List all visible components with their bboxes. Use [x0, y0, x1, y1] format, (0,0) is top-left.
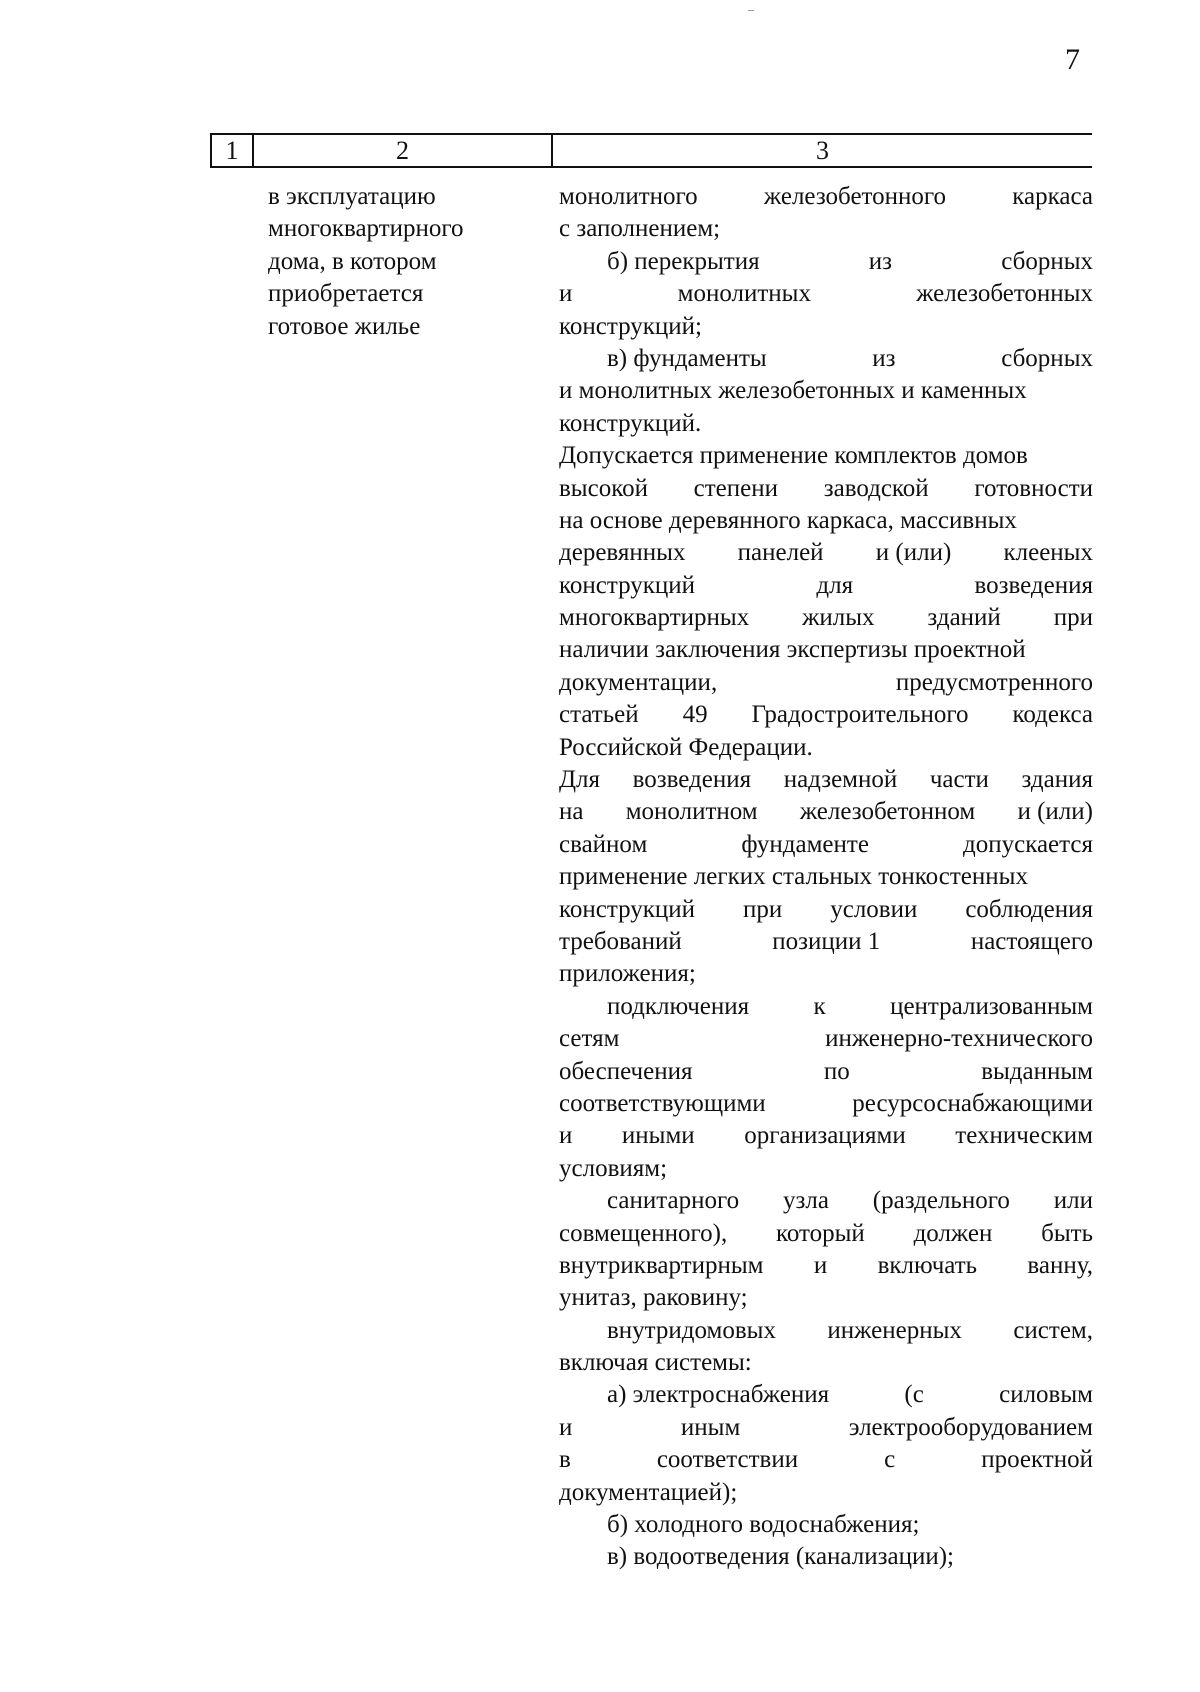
column-3-word: техническим [955, 1122, 1093, 1150]
column-3-line [559, 1509, 1093, 1541]
column-3-line [559, 311, 1093, 343]
column-3-word: проектной [981, 1446, 1093, 1474]
column-3-word: иным [680, 1413, 741, 1441]
column-3-word: части [929, 766, 989, 794]
column-3-word: соответствии [656, 1446, 799, 1474]
column-3-word: б) перекрытия [607, 247, 760, 275]
column-3-line [559, 1153, 1093, 1185]
column-3-word: заводской [823, 474, 929, 502]
column-3-word: силовым [999, 1381, 1093, 1409]
column-3-word: сборных [1001, 344, 1093, 372]
column-3-word: конструкций. [559, 409, 702, 437]
column-3-word: и [559, 280, 573, 308]
column-3-word: и [559, 1122, 573, 1150]
column-3-word: или [1053, 1187, 1093, 1215]
table-header-row [210, 133, 1092, 168]
column-3-line [559, 375, 1093, 407]
column-3-word: предусмотренного [895, 668, 1093, 696]
column-3-word: условии [830, 895, 918, 923]
column-3-word: фундаменте [741, 830, 869, 858]
column-3-word: и монолитных железобетонных и каменных [559, 377, 1027, 405]
column-3-word: включая системы: [559, 1349, 752, 1377]
column-3-line [559, 699, 1093, 731]
column-3-word: железобетонном [799, 798, 976, 826]
column-3-word: для [816, 571, 854, 599]
column-3-line [559, 1185, 1093, 1217]
column-3-word: условиям; [559, 1154, 668, 1182]
column-3-word: Градостроительного [751, 701, 969, 729]
column-3-line [559, 537, 1093, 569]
column-3-word: степени [693, 474, 779, 502]
column-2-cell [268, 181, 518, 343]
column-3-word: сборных [1001, 247, 1093, 275]
column-3-word: к [813, 992, 826, 1020]
column-3-word: надземной [783, 766, 898, 794]
column-3-word: документации, [559, 668, 718, 696]
column-3-line [559, 1477, 1093, 1509]
column-3-word: многоквартирных [559, 604, 750, 632]
column-3-line [559, 796, 1093, 828]
column-3-word: с [884, 1446, 896, 1474]
column-3-word: монолитных [677, 280, 811, 308]
column-3-word: (раздельного [872, 1187, 1010, 1215]
column-3-word: возведения [632, 766, 752, 794]
column-3-word: и [559, 1413, 573, 1441]
column-3-word: зданий [927, 604, 1001, 632]
column-3-word: а) электроснабжения [607, 1381, 830, 1409]
column-3-word: здания [1021, 766, 1093, 794]
column-3-word: по [823, 1057, 850, 1085]
column-3-line [559, 894, 1093, 926]
column-3-word: позиции 1 [772, 927, 881, 955]
column-2-line: в эксплуатацию [268, 183, 436, 210]
column-3-line [559, 1379, 1093, 1411]
column-3-word: кодекса [1012, 701, 1093, 729]
column-3-word: из [868, 247, 893, 275]
column-3-word: документацией); [559, 1478, 738, 1506]
column-3-line [559, 1023, 1093, 1055]
column-3-word: должен [913, 1219, 993, 1247]
column-3-line [559, 991, 1093, 1023]
column-3-word: в [559, 1446, 571, 1474]
column-3-word: и (или) [875, 539, 952, 567]
page-number: 7 [1065, 43, 1080, 76]
column-3-line [559, 1056, 1093, 1088]
column-3-word: требований [559, 927, 682, 955]
column-3-word: деревянных [559, 539, 686, 567]
column-3-line [559, 1315, 1093, 1347]
column-3-line [559, 1412, 1093, 1444]
scan-mark [748, 10, 754, 11]
column-3-word: конструкций [559, 571, 696, 599]
column-3-word: включать [877, 1251, 978, 1279]
column-3-word: с заполнением; [559, 215, 721, 243]
column-3-word: допускается [963, 830, 1093, 858]
column-3-word: который [775, 1219, 865, 1247]
column-3-line [559, 408, 1093, 440]
column-3-line [559, 181, 1093, 213]
column-3-word: санитарного [607, 1187, 740, 1215]
column-3-word: совмещенного), [559, 1219, 728, 1247]
header-col-3: 3 [816, 136, 829, 165]
column-3-word: железобетонного [763, 183, 947, 210]
column-3-word: из [872, 344, 896, 372]
column-3-word: при [743, 895, 783, 923]
column-3-word: ванну, [1027, 1251, 1093, 1279]
column-3-line [559, 570, 1093, 602]
column-3-line [559, 1250, 1093, 1282]
column-3-word: соблюдения [965, 895, 1093, 923]
column-3-word: монолитном [625, 798, 758, 826]
column-3-line [559, 602, 1093, 634]
column-3-word: внутридомовых [607, 1316, 776, 1344]
header-col-2: 2 [254, 135, 553, 166]
column-3-line [559, 505, 1093, 537]
column-3-word: в) водоотведения (канализации); [607, 1543, 954, 1571]
column-3-word: в) фундаменты [607, 344, 767, 372]
column-3-word: электрооборудованием [848, 1413, 1093, 1441]
column-3-word: железобетонных [916, 280, 1093, 308]
column-3-word: инженерно-технического [825, 1025, 1093, 1053]
column-3-line [559, 213, 1093, 245]
column-3-line [559, 1120, 1093, 1152]
column-2-line: приобретается [268, 280, 424, 308]
column-3-word: клееных [1003, 539, 1093, 567]
column-3-line [559, 958, 1093, 990]
column-3-word: инженерных [827, 1316, 962, 1344]
column-3-word: конструкций [559, 895, 696, 923]
column-3-word: 49 [682, 701, 708, 729]
column-3-word: унитаз, раковину; [559, 1284, 748, 1312]
column-3-word: и [813, 1251, 828, 1279]
column-3-word: конструкций; [559, 312, 702, 340]
column-3-word: внутриквартирным [559, 1251, 764, 1279]
column-2-line: готовое жилье [268, 312, 421, 340]
column-3-line [559, 1282, 1093, 1314]
column-3-word: соответствующими [559, 1089, 766, 1117]
column-3-line [559, 1218, 1093, 1250]
column-3-word: Допускается применение комплектов домов [559, 442, 1028, 470]
column-3-word: при [1053, 604, 1093, 632]
column-3-line [559, 764, 1093, 796]
column-3-word: применение легких стальных тонкостенных [559, 863, 1028, 891]
column-3-word: на [559, 798, 584, 826]
column-3-word: организациями [744, 1122, 906, 1150]
column-3-line [559, 1444, 1093, 1476]
column-3-word: ресурсоснабжающими [852, 1089, 1093, 1117]
column-3-line [559, 732, 1093, 764]
column-3-line [559, 473, 1093, 505]
column-3-line [559, 634, 1093, 666]
column-3-word: панелей [737, 539, 824, 567]
column-3-line [559, 1541, 1093, 1573]
header-col-1: 1 [210, 135, 254, 166]
column-3-line [559, 440, 1093, 472]
column-3-word: и (или) [1017, 798, 1093, 826]
column-3-word: централизованным [890, 992, 1093, 1020]
column-3-line [559, 278, 1093, 310]
column-3-word: высокой [559, 474, 648, 502]
column-3-line [559, 861, 1093, 893]
column-3-word: узла [782, 1187, 829, 1215]
column-2-line: дома, в котором [268, 247, 437, 275]
column-3-line [559, 1347, 1093, 1379]
column-3-cell [559, 181, 1093, 1574]
column-3-line [559, 667, 1093, 699]
column-3-word: б) холодного водоснабжения; [607, 1511, 920, 1539]
column-3-word: приложения; [559, 960, 696, 988]
column-3-word: свайном [559, 830, 648, 858]
column-2-line: многоквартирного [268, 215, 464, 243]
column-3-word: сетям [559, 1025, 620, 1053]
column-3-line [559, 1088, 1093, 1120]
column-3-word: быть [1041, 1219, 1093, 1247]
column-3-word: выданным [981, 1057, 1093, 1085]
column-3-word: наличии заключения экспертизы проектной [559, 636, 1026, 664]
column-3-word: на основе деревянного каркаса, массивных [559, 506, 1017, 534]
column-3-line [559, 926, 1093, 958]
column-3-word: монолитного [559, 183, 698, 210]
column-3-word: обеспечения [559, 1057, 693, 1085]
column-3-word: подключения [607, 992, 750, 1020]
column-3-word: (с [904, 1381, 924, 1409]
column-3-line [559, 829, 1093, 861]
column-3-line [559, 343, 1093, 375]
column-3-word: иными [621, 1122, 695, 1150]
column-3-word: готовности [974, 474, 1093, 502]
column-3-word: систем, [1013, 1316, 1093, 1344]
column-3-word: настоящего [970, 927, 1093, 955]
column-3-line [559, 246, 1093, 278]
column-3-word: статьей [559, 701, 639, 729]
column-3-word: каркаса [1012, 183, 1093, 210]
column-3-word: жилых [802, 604, 875, 632]
column-3-word: Для [559, 766, 601, 794]
column-3-word: возведения [974, 571, 1093, 599]
column-3-word: Российской Федерации. [559, 733, 813, 761]
